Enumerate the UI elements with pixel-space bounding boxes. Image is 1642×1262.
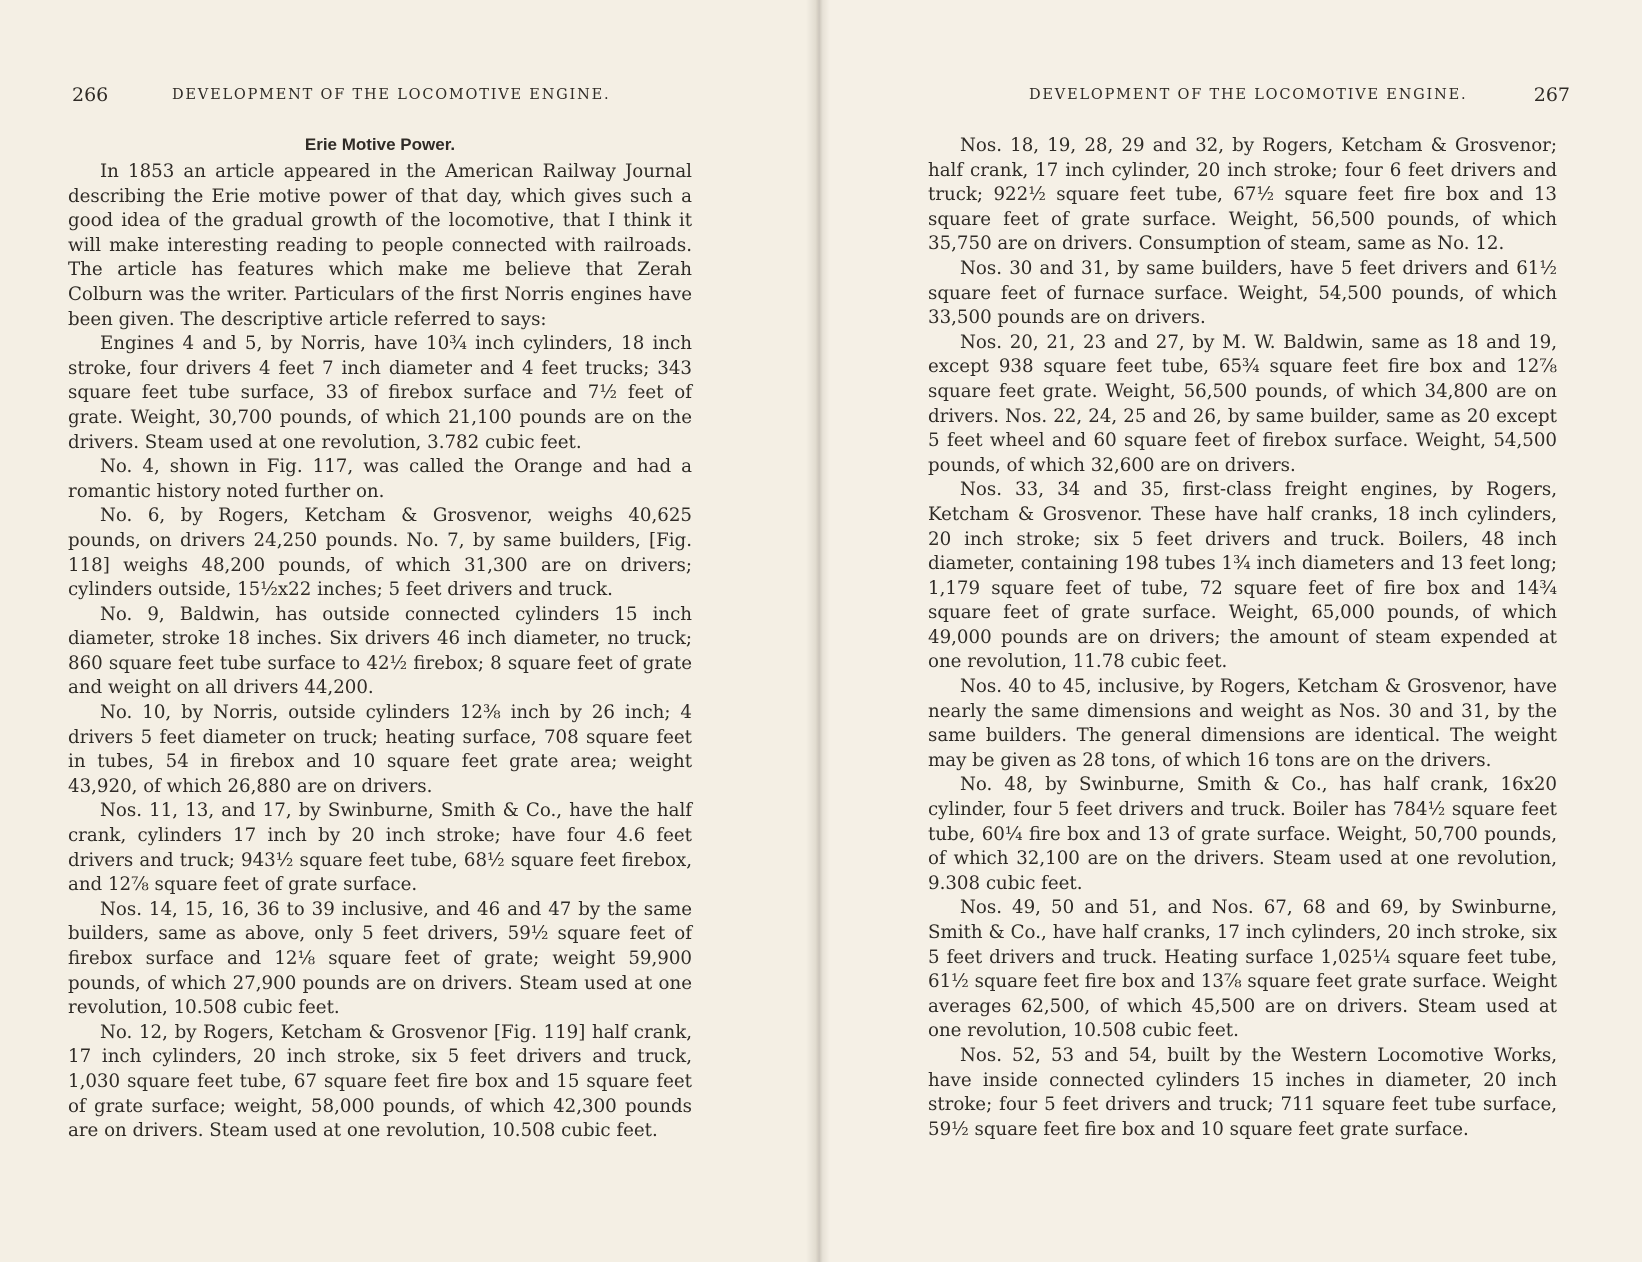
paragraph: Nos. 30 and 31, by same builders, have 5 feet drivers and 61½ square feet of furnace surface. Weight, 54,500 pounds, of which 33,500 pounds are on drivers. xyxy=(928,257,1557,329)
section-title: Erie Motive Power. xyxy=(304,135,456,154)
paragraph: No. 10, by Norris, outside cylinders 12⅜ inch by 26 inch; 4 drivers 5 feet diameter on truck; heating surface, 708 square feet in tubes, 54 in firebox and 10 square feet grate area; weight 43,920, of which 26,880 are on drivers. xyxy=(68,702,692,797)
paragraph: In 1853 an article appeared in the American Railway Journal describing the Erie motive power of that day, which gives such a good idea of the gradual growth of the locomotive, that I think it will make interesting reading to people connected with railroads. The article has features which make me believe that Zerah Colburn was the writer. Particulars of the first Norris engines have been given. The descriptive article referred to says: xyxy=(68,161,692,330)
book-gutter xyxy=(806,0,830,1262)
right-page-body xyxy=(928,134,1557,1142)
left-page-number: 266 xyxy=(72,84,109,106)
paragraph: Engines 4 and 5, by Norris, have 10¾ inch cylinders, 18 inch stroke, four drivers 4 feet 7 inch diameter and 4 feet trucks; 343 square feet tube surface, 33 of firebox surface and 7½ feet of grate. Weight, 30,700 pounds, of which 21,100 pounds are on the drivers. Steam used at one revolution, 3.782 cubic feet. xyxy=(68,333,692,453)
left-page xyxy=(0,0,818,1262)
paragraph: No. 48, by Swinburne, Smith & Co., has half crank, 16x20 cylinder, four 5 feet drivers and truck. Boiler has 784½ square feet tube, 60¼ fire box and 13 of grate surface. Weight, 50,700 pounds, of which 32,100 are on the drivers. Steam used at one revolution, 9.308 cubic feet. xyxy=(928,774,1557,894)
left-page-body xyxy=(68,134,692,1144)
paragraph: Nos. 11, 13, and 17, by Swinburne, Smith & Co., have the half crank, cylinders 17 inch by 20 inch stroke; have four 4.6 feet drivers and truck; 943½ square feet tube, 68½ square feet firebox, and 12⅞ square feet of grate surface. xyxy=(68,800,692,896)
left-page-header xyxy=(0,84,818,110)
right-running-head: DEVELOPMENT OF THE LOCOMOTIVE ENGINE. xyxy=(1029,87,1468,103)
paragraph: Nos. 20, 21, 23 and 27, by M. W. Baldwin, same as 18 and 19, except 938 square feet tube, 65¾ square feet fire box and 12⅞ square feet grate. Weight, 56,500 pounds, of which 34,800 are on drivers. Nos. 22, 24, 25 and 26, by same builder, same as 20 except 5 feet wheel and 60 square feet of firebox surface. Weight, 54,500 pounds, of which 32,600 are on drivers. xyxy=(928,331,1557,476)
right-page-number: 267 xyxy=(1533,84,1570,106)
left-running-head: DEVELOPMENT OF THE LOCOMOTIVE ENGINE. xyxy=(172,87,611,103)
paragraph: No. 4, shown in Fig. 117, was called the Orange and had a romantic history noted further on. xyxy=(68,456,692,502)
paragraph: No. 6, by Rogers, Ketcham & Grosvenor, weighs 40,625 pounds, on drivers 24,250 pounds. No. 7, by same builders, [Fig. 118] weighs 48,200 pounds, of which 31,300 are on drivers; cylinders outside, 15½x22 inches; 5 feet drivers and truck. xyxy=(68,505,692,601)
paragraph: Nos. 49, 50 and 51, and Nos. 67, 68 and 69, by Swinburne, Smith & Co., have half cranks, 17 inch cylinders, 20 inch stroke, six 5 feet drivers and truck. Heating surface 1,025¼ square feet tube, 61½ square feet fire box and 13⅞ square feet grate surface. Weight averages 62,500, of which 45,500 are on drivers. Steam used at one revolution, 10.508 cubic feet. xyxy=(928,897,1557,1042)
paragraph: No. 9, Baldwin, has outside connected cylinders 15 inch diameter, stroke 18 inches. Six drivers 46 inch diameter, no truck; 860 square feet tube surface to 42½ firebox; 8 square feet of grate and weight on all drivers 44,200. xyxy=(68,603,692,699)
right-page xyxy=(818,0,1642,1262)
paragraph: No. 12, by Rogers, Ketcham & Grosvenor [Fig. 119] half crank, 17 inch cylinders, 20 inch stroke, six 5 feet drivers and truck, 1,030 square feet tube, 67 square feet fire box and 15 square feet of grate surface; weight, 58,000 pounds, of which 42,300 pounds are on drivers. Steam used at one revolution, 10.508 cubic feet. xyxy=(68,1021,692,1142)
paragraph: Nos. 40 to 45, inclusive, by Rogers, Ketcham & Grosvenor, have nearly the same dimensions and weight as Nos. 30 and 31, by the same builders. The general dimensions are identical. The weight may be given as 28 tons, of which 16 tons are on the drivers. xyxy=(928,676,1557,771)
right-page-header xyxy=(818,84,1642,110)
paragraph: Nos. 18, 19, 28, 29 and 32, by Rogers, Ketcham & Grosvenor; half crank, 17 inch cylinder, 20 inch stroke; four 6 feet drivers and truck; 922½ square feet tube, 67½ square feet fire box and 13 square feet of grate surface. Weight, 56,500 pounds, of which 35,750 are on drivers. Consumption of steam, same as No. 12. xyxy=(928,135,1557,255)
paragraph: Nos. 52, 53 and 54, built by the Western Locomotive Works, have inside connected cylinders 15 inches in diameter, 20 inch stroke; four 5 feet drivers and truck; 711 square feet tube surface, 59½ square feet fire box and 10 square feet grate surface. xyxy=(928,1044,1557,1140)
paragraph: Nos. 33, 34 and 35, first-class freight engines, by Rogers, Ketcham & Grosvenor. These have half cranks, 18 inch cylinders, 20 inch stroke; six 5 feet drivers and truck. Boilers, 48 inch diameter, containing 198 tubes 1¾ inch diameters and 13 feet long; 1,179 square feet of tube, 72 square feet of fire box and 14¾ square feet of grate surface. Weight, 65,000 pounds, of which 49,000 pounds are on drivers; the amount of steam expended at one revolution, 11.78 cubic feet. xyxy=(928,479,1557,673)
paragraph: Nos. 14, 15, 16, 36 to 39 inclusive, and 46 and 47 by the same builders, same as above, only 5 feet drivers, 59½ square feet of firebox surface and 12⅛ square feet of grate; weight 59,900 pounds, of which 27,900 pounds are on drivers. Steam used at one revolution, 10.508 cubic feet. xyxy=(68,898,692,1019)
